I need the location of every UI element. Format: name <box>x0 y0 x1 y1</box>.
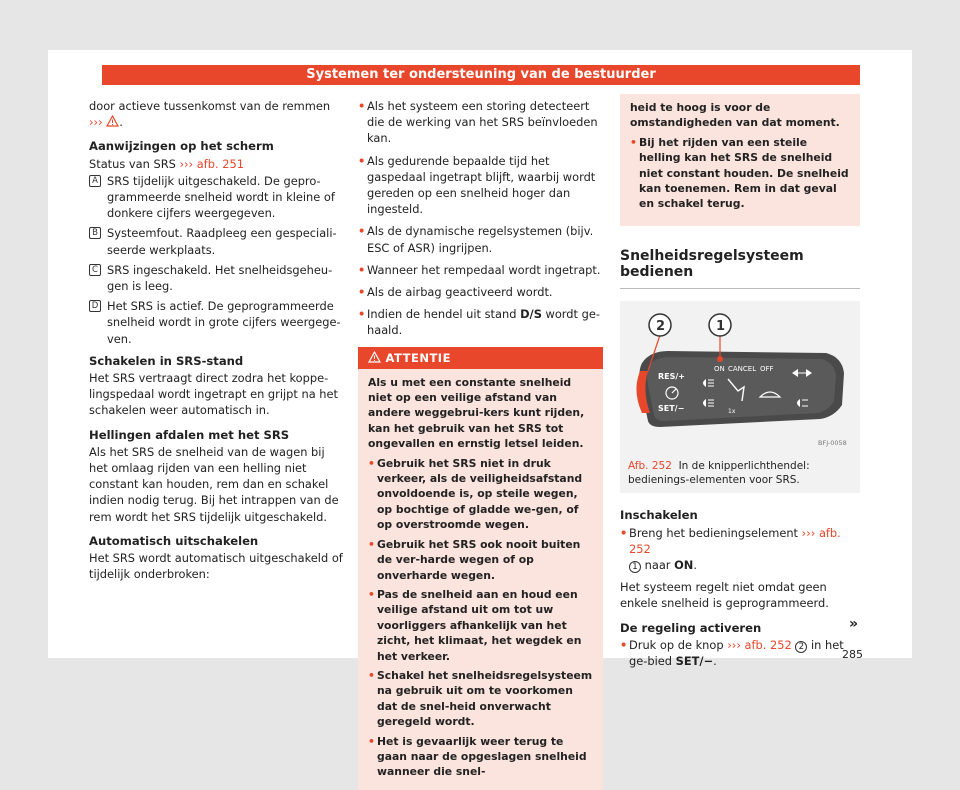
intro-text: door actieve tussenkomst van de remmen ››› . <box>89 99 331 130</box>
key-text: SRS tijdelijk uitgeschakeld. De gepro-grammeerde snelheid wordt in kleine of donkere cijfers weergegeven. <box>107 173 335 221</box>
figure-caption <box>620 455 860 493</box>
auto-text: Het SRS wordt automatisch uitgeschakeld of tijdelijk onderbroken: <box>89 551 343 582</box>
list-item <box>89 225 344 257</box>
key-text: Systeemfout. Raadpleeg een gespeciali-seerde werkplaats. <box>107 226 337 257</box>
list-item <box>89 298 344 347</box>
figure-number: Afb. 252 <box>628 460 672 473</box>
warning-triangle-icon <box>368 351 381 363</box>
lever-label-set: SET/− <box>658 404 685 414</box>
figure-caption-text: In de knipperlichthendel: bedienings-elementen voor SRS. <box>628 460 810 487</box>
intro-line: door actieve tussenkomst van de remmen <box>89 99 331 113</box>
hill-heading: Hellingen afdalen met het SRS <box>89 427 290 442</box>
display-ref-link[interactable]: afb. 251 <box>196 156 244 171</box>
on-key-label: ON <box>674 558 694 573</box>
key-badge: B <box>89 227 101 239</box>
lever-label-off: OFF <box>760 365 774 374</box>
page-header: Systemen ter ondersteuning van de bestuurder <box>102 65 860 85</box>
auto-heading: Automatisch uitschakelen <box>89 533 259 548</box>
list-item <box>89 262 344 294</box>
figure-lever <box>620 301 860 493</box>
act-ref-link[interactable]: afb. 252 <box>744 637 792 652</box>
list-item: • Schakel het snelheidsregelsysteem na gebruik uit om te voorkomen dat de snel-heid onverwacht geregeld wordt. <box>368 668 595 730</box>
warning-box <box>358 347 603 790</box>
key-badge: C <box>89 264 101 276</box>
list-item: • Als het systeem een storing detecteert die de werking van het SRS beïnvloeden kan. <box>358 98 603 147</box>
warning-title: ATTENTIE <box>385 350 451 365</box>
activate-heading: De regeling activeren <box>620 620 762 635</box>
display-status-text: Status van SRS <box>89 156 180 171</box>
warning-body <box>358 369 603 790</box>
callout-badge: 2 <box>795 641 807 653</box>
warning-box-continued <box>620 94 860 226</box>
display-heading: Aanwijzingen op het scherm <box>89 139 274 154</box>
display-key-list <box>89 173 344 347</box>
key-badge: D <box>89 300 101 312</box>
list-item: • Gebruik het SRS niet in druk verkeer, als de veiligheidsafstand onvoldoende is, op steile wegen, op bochtige of gladde we-gen, of op overstroomde wegen. <box>368 456 595 533</box>
warning-cont-text: heid te hoog is voor de omstandigheden van dat moment. <box>630 101 840 130</box>
list-item <box>89 173 344 222</box>
display-status-line <box>89 156 344 172</box>
lever-position: D/S <box>520 307 542 322</box>
page-number: 285 <box>842 648 863 661</box>
list-item: • Als de airbag geactiveerd wordt. <box>358 284 603 300</box>
srs-text: Het SRS vertraagt direct zodra het koppe-lingspedaal wordt ingetrapt en grijpt na het schakelen weer automatisch in. <box>89 371 339 418</box>
lever-text-post: wordt ge-haald. <box>367 307 600 338</box>
list-item: • Gebruik het SRS ook nooit buiten de ver-harde wegen of op onverharde wegen. <box>368 537 595 583</box>
callout-1: 1 <box>716 319 726 335</box>
section-title: Snelheidsregelsysteem bedienen <box>620 248 860 289</box>
on-ref-link[interactable]: afb. 252 <box>629 525 841 556</box>
lever-label-cancel: CANCEL <box>728 365 757 374</box>
column-right <box>620 94 860 675</box>
on-text-mid: naar <box>641 558 675 573</box>
act-ref-arrows[interactable]: ››› <box>727 637 741 652</box>
list-item <box>358 306 603 338</box>
list-item <box>620 525 860 574</box>
lever-label-res: RES/+ <box>658 372 686 382</box>
column-left <box>89 98 344 590</box>
on-text-post: . <box>693 558 697 573</box>
warning-intro: Als u met een constante snelheid niet op een veilige afstand van andere weggebrui-kers kunt rijden, kan het gebruik van het SRS tot ongevallen en ernstig letsel leiden. <box>368 375 585 451</box>
callout-badge: 1 <box>629 561 641 573</box>
callout-2: 2 <box>656 319 666 335</box>
lever-text-pre: Indien de hendel uit stand <box>367 307 521 322</box>
act-key-label: SET/− <box>675 654 714 669</box>
warning-header <box>358 347 603 369</box>
high-beam-icon <box>703 399 714 407</box>
hill-text: Als het SRS de snelheid van de wagen bij het omlaag rijden van een helling niet constant kan houden, rem dan en schakel indien nodig terug. Bij het intrappen van de rem wordt het SRS tijdelijk uitgeschakeld. <box>89 444 339 524</box>
lever-label-1x: 1x <box>728 408 736 416</box>
key-text: SRS ingeschakeld. Het snelheidsgeheu-gen is leeg. <box>107 262 333 294</box>
list-item <box>620 637 860 669</box>
list-item: • Als gedurende bepaalde tijd het gaspedaal ingetrapt blijft, waarbij wordt gereden op een snelheid hoger dan ingesteld. <box>358 153 603 218</box>
on-heading: Inschakelen <box>620 508 698 523</box>
list-item: • Het is gevaarlijk weer terug te gaan naar de opgeslagen snelheid wanneer die snel- <box>368 734 595 780</box>
act-text-mid: in het ge-bied <box>629 637 844 669</box>
column-middle <box>358 98 603 790</box>
figure-code: BFJ-0058 <box>818 439 847 448</box>
lever-illustration <box>620 301 860 451</box>
on-note: Het systeem regelt niet omdat geen enkele snelheid is geprogrammeerd. <box>620 580 829 611</box>
display-ref-arrows[interactable]: ››› <box>179 156 194 171</box>
srs-heading: Schakelen in SRS-stand <box>89 353 244 368</box>
intro-ref[interactable]: ››› <box>89 115 103 130</box>
act-text-post: . <box>713 654 717 669</box>
key-badge: A <box>89 175 101 187</box>
lever-label-on: ON <box>714 365 725 374</box>
list-item: • Als de dynamische regelsystemen (bijv. ESC of ASR) ingrijpen. <box>358 223 603 255</box>
warning-triangle-icon <box>106 115 119 127</box>
list-item: • Wanneer het rempedaal wordt ingetrapt. <box>358 262 603 278</box>
on-ref-arrows[interactable]: ››› <box>801 525 816 540</box>
headlight-icon <box>703 379 714 387</box>
on-text-pre: Breng het bedieningselement <box>629 525 802 540</box>
key-text: Het SRS is actief. De geprogrammeerde snelheid wordt in grote cijfers weergege-ven. <box>107 299 341 346</box>
act-text-pre: Druk op de knop <box>629 637 728 652</box>
list-item: • Pas de snelheid aan en houd een veilige afstand uit om tot uw voorliggers afhankelijk van het zicht, het klimaat, het wegdek en het verkeer. <box>368 587 595 664</box>
list-item: • Bij het rijden van een steile helling kan het SRS de snelheid niet constant houden. De snelheid kan toenemen. Rem in dat geval en schakel terug. <box>630 135 852 212</box>
continue-mark: » <box>849 616 859 632</box>
